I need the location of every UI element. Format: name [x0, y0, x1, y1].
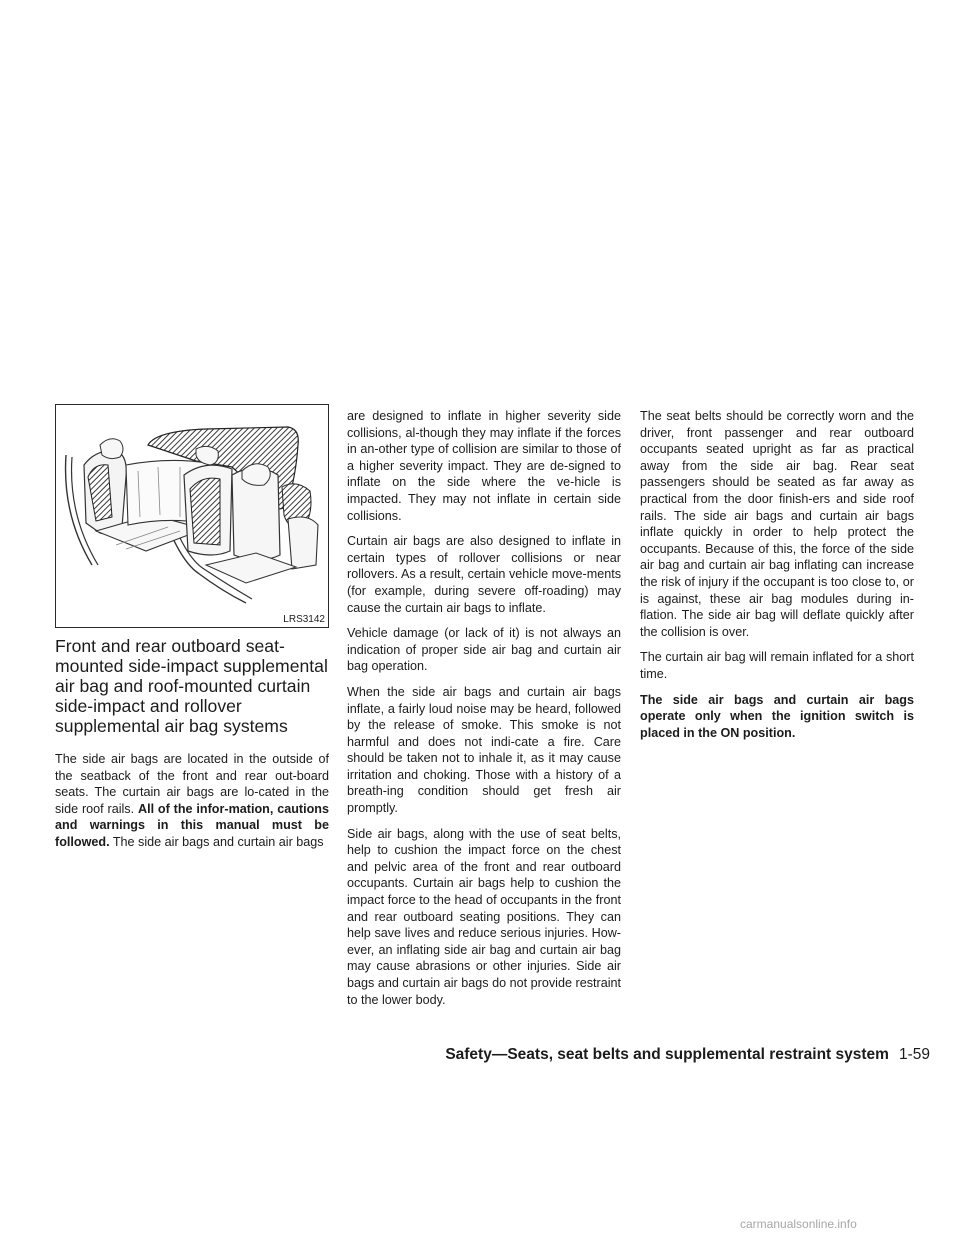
column-3 [640, 408, 914, 750]
paragraph-curtain-inflated: The curtain air bag will remain inflated for a short time. [640, 650, 914, 681]
page-footer [400, 1044, 930, 1066]
paragraph-intro [55, 751, 329, 851]
watermark: carmanualsonline.info [740, 1217, 857, 1231]
paragraph-ignition-warning [640, 692, 914, 742]
ignition-warning-text: The side air bags and curtain air bags operate only when the ignition switch is placed in the ON position. [640, 692, 914, 740]
paragraph-rollover: Curtain air bags are also designed to inflate in certain types of rollover collisions or near rollovers. As a result, certain vehicle move-ments (for example, during severe off-roading) may cause the curtain air bags to inflate. [347, 534, 621, 615]
airbag-illustration [55, 404, 329, 628]
column-2 [347, 408, 621, 1017]
paragraph-seating: The seat belts should be correctly worn and the driver, front passenger and rear outboard occupants seated upright as far as practical away from the side air bag. Rear seat passengers should be seated as far away as practical from the door finish-ers and side roof rails. The side air bags and curtain air bags inflate quickly in order to help protect the occupants. Because of this, the force of the side air bag and curtain air bag inflating can increase the risk of injury if the occupant is too close to, or is against, these air bag modules during in-flation. The side air bag will deflate quickly after the collision is over. [640, 409, 914, 639]
footer-section-title: Safety—Seats, seat belts and supplemental restraint system [445, 1046, 889, 1063]
paragraph-smoke: When the side air bags and curtain air bags inflate, a fairly loud noise may be heard, followed by the release of smoke. This smoke is not harmful and does not indi-cate a fire. Care should be taken not to inhale it, as it may cause irritation and choking. Those with a history of a breath-ing condition should get fresh air promptly. [347, 684, 621, 816]
side-air-bag-illustration [56, 405, 328, 627]
section-title: Front and rear outboard seat-mounted side-impact supplemental air bag and roof-mounted curtain side-impact and rollover supplemental air bag systems [55, 636, 328, 736]
paragraph-damage: Vehicle damage (or lack of it) is not always an indication of proper side air bag and curtain air bag operation. [347, 626, 621, 674]
paragraph-intro-emphasis: All of the infor-mation, cautions and warnings in this manual must be followed. [55, 801, 329, 849]
column-1 [55, 404, 329, 860]
paragraph-intro-overflow: are designed to inflate in higher severity side collisions, al-though they may inflate if the forces in an-other type of collision are similar to those of a higher severity impact. They are de-signed to inflate on the side where the ve-hicle is impacted. They may not inflate in certain side collisions. [347, 409, 621, 523]
paragraph-cushion: Side air bags, along with the use of seat belts, help to cushion the impact force on the chest and pelvic area of the front and rear outboard occupants. Curtain air bags help to cushion the impact force to the head of occupants in the front and rear outboard seating positions. They can help save lives and reduce serious injuries. How-ever, an inflating side air bag and curtain air bag may cause abrasions or other injuries. Side air bags and curtain air bags do not provide restraint to the lower body. [347, 826, 621, 1007]
paragraph-intro-continued: The side air bags and curtain air bags [109, 834, 324, 849]
page-number: 1-59 [898, 1046, 930, 1063]
figure-code: LRS3142 [283, 614, 325, 625]
paragraph-intro-text: The side air bags are located in the outside of the seatback of the front and rear out-board seats. The curtain air bags are lo-cated in the side roof rails. [55, 752, 329, 816]
